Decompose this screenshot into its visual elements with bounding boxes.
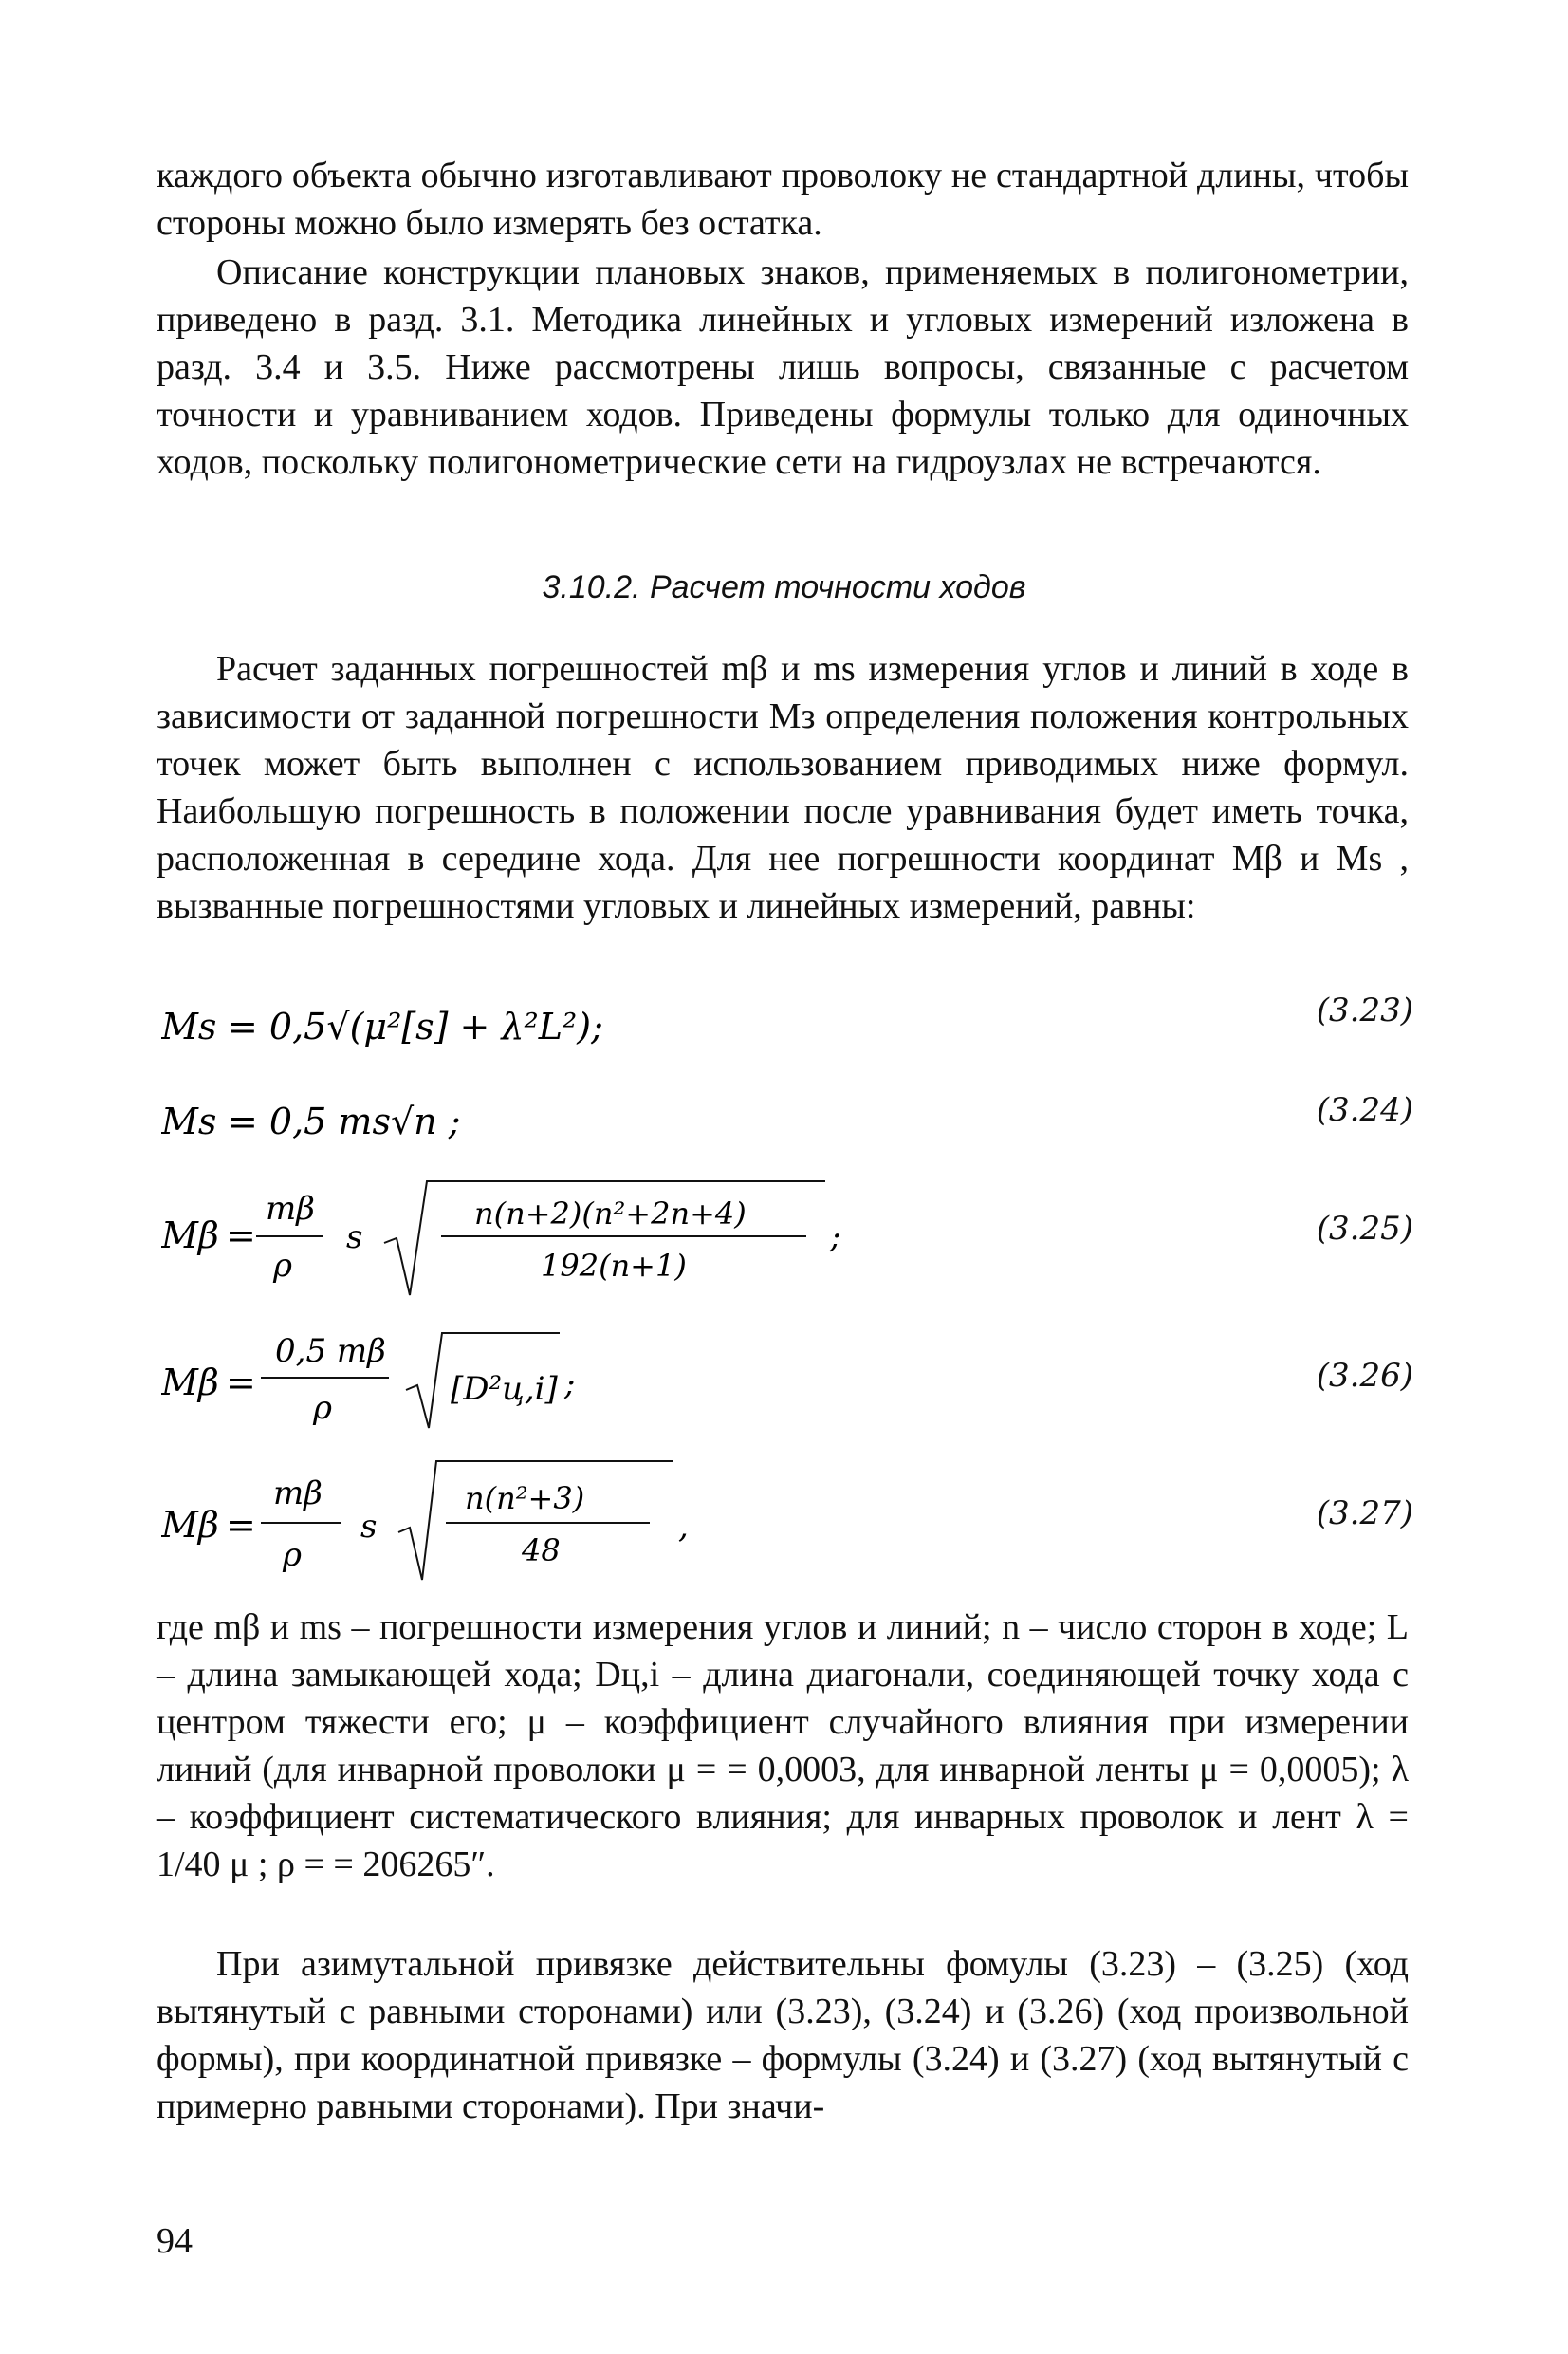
formula-3-26-tail: ; [564,1365,576,1403]
formula-3-26-equals: = [226,1362,256,1403]
body-paragraph-3 [157,645,1409,930]
page-number: 94 [157,2221,193,2261]
intro-text-2: Описание конструкции плановых знаков, применяемых в полигонометрии, приведено в разд. 3.1. Методика линейных и угловых измерений изложена в разд. 3.4 и 3.5. Ниже рассмотрены лишь вопросы, связанные с расчетом точности и уравниванием ходов. Приведены формулы только для одиночных ходов, поскольку полигонометрические сети на гидроузлах не встречаются. [157,252,1409,482]
formula-3-27 [161,1442,1413,1585]
formula-3-23-graphic [161,982,1015,1086]
intro-text-1: каждого объекта обычно изготавливают проволоку не стандартной длины, чтобы стороны можно было измерять без остатка. [157,156,1409,243]
formula-3-25-den: ρ [273,1247,292,1285]
eq-number-3-24: (3.24) [1316,1091,1413,1129]
formula-3-27-tail: , [678,1508,689,1546]
intro-paragraph-2 [157,249,1409,486]
body-paragraph-5 [157,1940,1409,2130]
formula-3-27-den: ρ [283,1536,302,1574]
formula-3-26-rad: [D²ц,i] [451,1370,558,1408]
formula-3-27-lhs: Mβ [161,1504,219,1546]
formula-3-27-rad-num: n(n²+3) [465,1480,585,1516]
formula-3-27-rad-den: 48 [522,1532,561,1568]
formula-3-27-num: mβ [273,1474,323,1512]
formula-3-26 [161,1309,1413,1442]
formula-3-24-expr: = 0,5 ms√n ; [228,1101,461,1142]
body-paragraph-4 [157,1603,1409,1888]
formula-3-25-rad-den: 192(n+1) [541,1248,687,1284]
formula-3-24-graphic [161,1082,1015,1167]
eq-number-3-23: (3.23) [1316,992,1413,1029]
formula-3-26-den: ρ [313,1389,332,1427]
eq-number-3-27: (3.27) [1316,1494,1413,1532]
formula-3-25-equals: = [226,1214,256,1256]
formula-3-25-graphic [161,1162,1015,1305]
body-text-5: При азимутальной привязке действительны фомулы (3.23) – (3.25) (ход вытянутый с равными сторонами) или (3.23), (3.24) и (3.26) (ход произвольной формы), при координатной привязке – формулы (3.24) и (3.27) (ход вытянутый с примерно равными сторонами). При значи- [157,1944,1409,2126]
formula-3-23-lhs: Ms [161,1006,217,1047]
eq-number-3-25: (3.25) [1316,1210,1413,1248]
intro-paragraph-1 [157,152,1409,247]
formula-3-27-s: s [360,1508,378,1546]
formula-3-26-num: 0,5 mβ [275,1332,386,1370]
formula-3-25-tail: ; [830,1218,841,1256]
formula-3-27-equals: = [226,1504,256,1546]
body-text-4: где mβ и ms – погрешности измерения углов и линий; n – число сторон в ходе; L – длина замыкающей хода; Dц,i – длина диагонали, соединяющей точку хода с центром тяжести его; μ – коэффициент случайного влияния при измерении линий (для инварной проволоки μ = = 0,0003, для инварной ленты μ = 0,0005); λ – коэффициент систематического влияния; для инварных проволок и лент λ = 1/40 μ ; ρ = = 206265″. [157,1607,1409,1884]
eq-number-3-26: (3.26) [1316,1357,1413,1395]
formula-3-25-s: s [346,1218,363,1256]
formula-3-25-num: mβ [266,1190,315,1228]
formula-3-24-lhs: Ms [161,1101,217,1142]
formula-3-25 [161,1162,1413,1305]
formula-3-23 [161,982,1413,1086]
formula-3-25-lhs: Mβ [161,1214,219,1256]
formula-3-23-expr: = 0,5√(μ²[s] + λ²L²); [228,1006,603,1047]
formula-3-26-graphic [161,1309,1015,1442]
formula-3-26-lhs: Mβ [161,1362,219,1403]
formula-3-27-graphic [161,1442,1015,1585]
section-heading: 3.10.2. Расчет точности ходов [542,569,1026,605]
body-text-3: Расчет заданных погрешностей mβ и ms измерения углов и линий в ходе в зависимости от заданной погрешности Mз определения положения контрольных точек может быть выполнен с использованием приводимых ниже формул. Наибольшую погрешность в положении после уравнивания будет иметь точка, расположенная в середине хода. Для нее погрешности координат Mβ и Ms , вызванные погрешностями угловых и линейных измерений, равны: [157,649,1409,926]
formula-3-25-rad-num: n(n+2)(n²+2n+4) [474,1196,747,1232]
